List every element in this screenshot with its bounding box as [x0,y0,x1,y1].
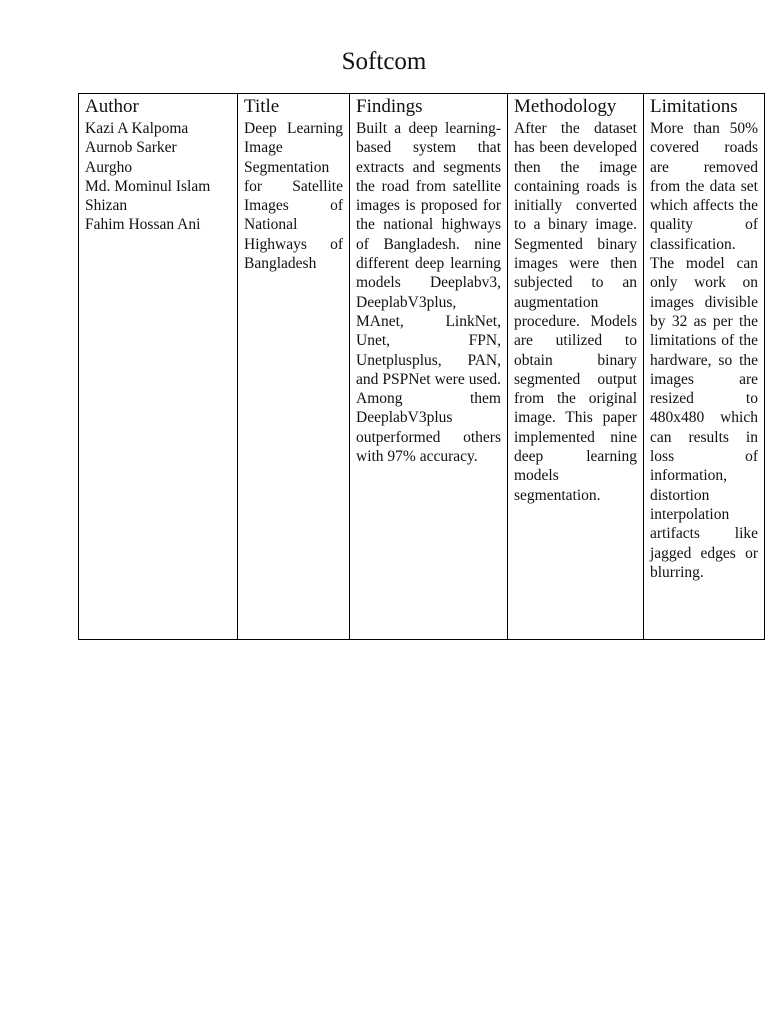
author-line: Md. Mominul Islam [85,177,211,195]
header-title: Title [238,94,350,120]
literature-review-table [78,93,765,640]
cell-methodology: After the dataset has been developed then the image containing roads is initially converted to a binary image. Segmented binary images were then subjected to an augmentation procedure. Models are utilized to obtain binary segmented output from the original image. This paper implemented nine deep learning models segmentation. [508,119,644,640]
cell-title: Deep Learning Image Segmentation for Satellite Images of National Highways of Bangladesh [238,119,350,640]
author-line: Shizan [85,197,128,215]
header-methodology: Methodology [508,94,644,120]
header-findings: Findings [350,94,508,120]
document-title: Softcom [341,48,427,75]
author-line: Aurgho [85,158,133,176]
header-author: Author [79,94,238,120]
cell-authors [79,119,238,640]
author-line: Aurnob Sarker [85,139,177,157]
cell-findings: Built a deep learning-based system that extracts and segments the road from satellite images is proposed for the national highways of Bangladesh. nine different deep learning models Deeplabv3, DeeplabV3plus, MAnet, LinkNet, Unet, FPN, Unetplusplus, PAN, and PSPNet were used. Among them DeeplabV3plus outperformed others with 97% accuracy. [350,119,508,640]
table-row [79,119,765,640]
cell-limitations: More than 50% covered roads are removed from the data set which affects the quality of classification. The model can only work on images divisible by 32 as per the limitations of the hardware, so the images are resized to 480x480 which can results in loss of information, distortion interpolation artifacts like jagged edges or blurring. [644,119,765,640]
author-line: Kazi A Kalpoma [85,120,189,137]
header-limitations: Limitations [644,94,765,120]
author-line: Fahim Hossan Ani [85,216,201,234]
table-header-row [79,94,765,120]
